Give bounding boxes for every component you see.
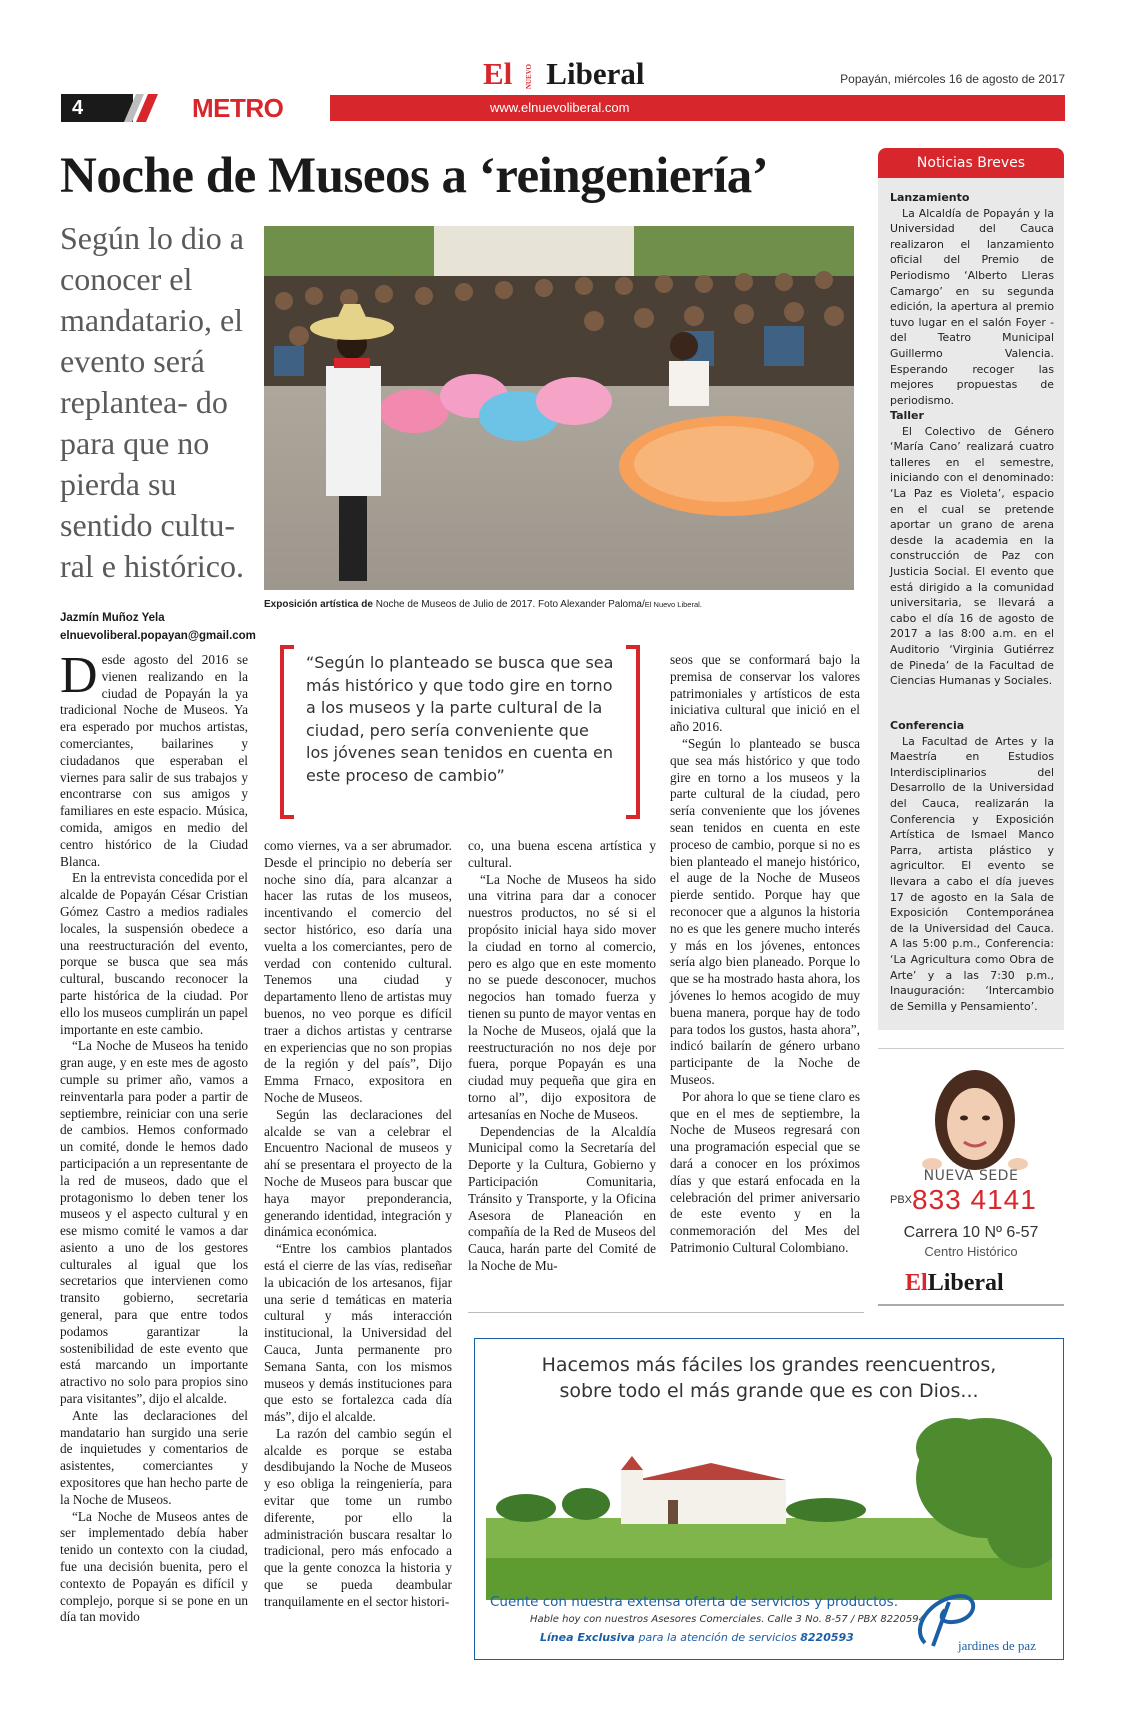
paragraph: Según las declaraciones del alcalde se van a celebrar el Encuentro Nacional de museos y ahí se presentara el proyecto de la Noche de Museos para buscar que haya mayor preponderancia, generando identidad, integración y dinámica económica.: [264, 1106, 452, 1240]
chapel-landscape-image: [486, 1408, 1052, 1600]
news-briefs-title: Noticias Breves: [916, 155, 1026, 171]
ad-divider-top: [878, 1048, 1064, 1049]
photo-caption: Exposición artística de Noche de Museos de Julio de 2017. Foto Alexander Paloma/El Nuevo Liberal.: [264, 599, 702, 610]
pbx-label: PBX: [890, 1194, 913, 1206]
phone-number: 833 4141: [912, 1184, 1037, 1215]
headline: Noche de Museos a ‘reingeniería’: [60, 148, 769, 204]
paragraph: “Según lo planteado se busca que sea más histórico y que todo gire en torno a los museos y la parte cultural de la ciudad, pero sería conveniente que los jóvenes sean tenidos en cuenta en este proceso de cambio, porque si no es bien planteado el manejo histórico, el auge de la Noche de Museos pierde sentido. Porque hay que reconocer que a algunos la historia no es que les genere mucho interés y más en los jóvenes, entonces sería algo bien planeado. Porque lo que se ha mostrado hasta ahora, los jóvenes lo hemos acogido de muy buena manera, porque hay de todo para todos los gustos, hasta ahora”, indicó bailarín de género urbano participante de la Noche de Museos.: [670, 735, 860, 1087]
page-number: 4: [72, 97, 84, 119]
column-divider-bottom: [468, 1312, 864, 1313]
paragraph: seos que se conformará bajo la premisa de conservar los valores patrimoniales y artísticos de esta iniciativa cultural que inició en el año 2016.: [670, 652, 860, 735]
paragraph: En la entrevista concedida por el alcalde de Popayán César Cristian Gómez Castro a medios radiales locales, la suspensión obedece a una reestructuración del evento, porque se busca que sea más cultural, buscando reconocer la parte histórica de la ciudad. Por ello los museos cumplirán un papel importante en este cambio.: [60, 870, 248, 1037]
paragraph: La razón del cambio según el alcalde es porque se estaba desdibujando la Noche de Museos y eso obliga la reingeniería, para evitar que tome un rumbo diferente, por ello la administración buscara resaltar lo tradicional, pero más enfocado a que la gente conozca la historia y que se pueda deambular tranquilamente en el sector histori-: [264, 1425, 452, 1609]
brief-item: [890, 190, 1054, 408]
brief-item: [890, 408, 1054, 689]
logo-el: El: [483, 56, 513, 91]
paragraph: Ante las declaraciones del mandatario han surgido una serie de inquietudes y comentarios de asistentes, comerciantes y expositores que han hecho parte de la Noche de Museos.: [60, 1407, 248, 1507]
dateline: Popayán, miércoles 16 de agosto de 2017: [840, 72, 1065, 86]
brief-heading: Conferencia: [890, 719, 965, 732]
masthead-logo: [483, 58, 644, 90]
woman-face-image: [920, 1068, 1030, 1170]
author-email[interactable]: elnuevoliberal.popayan@gmail.com: [60, 630, 256, 642]
jardines-brand-name: jardines de paz: [958, 1638, 1036, 1653]
office-address: Carrera 10 Nº 6-57: [903, 1224, 1039, 1241]
subheadline: Según lo dio a conocer el mandatario, el evento será replantea- do para que no pierda su sentido cultu- ral e histórico.: [60, 220, 244, 584]
paragraph: Desde agosto del 2016 se vienen realizando en la ciudad de Popayán la ya tradicional Noche de Museos. Ya era esperado por muchos artistas, comerciantes, bailarines y ciudadanos que esperaban el viernes para salir de sus trabajos y encontrarse con sus amigos y familiares en este espacio. Música, comida, amigos en medio del centro histórico de la Ciudad Blanca.: [60, 647, 248, 869]
ad-headline-line2: sobre todo el más grande que es con Dios...: [559, 1380, 979, 1402]
ad-exclusive-line: Línea Exclusiva para la atención de servicios 8220593: [540, 1631, 854, 1644]
brief-heading: Lanzamiento: [890, 191, 970, 204]
paragraph: “La Noche de Museos ha sido una vitrina para dar a conocer nuestros productos, no sé si el propósito inicial haya sido mover la ciudad en torno al comercio, pero es algo que en este momento no se puede desconocer, muchos negocios han tomado fuerza y tienen su punto de mayor ventas en la Noche de Museos, ojalá que la reestructuración no nos deje por fuera, porque Popayán es una ciudad muy pequeña que gira en torno al”, dijo expositora de artesanías en Noche de Museos.: [468, 871, 656, 1122]
article-column-3: [468, 838, 656, 1275]
logo-liberal: Liberal: [546, 56, 645, 91]
header-red-bar: [330, 95, 1065, 121]
article-column-1: [60, 647, 248, 1626]
paragraph: “La Noche de Museos ha tenido gran auge, y en este mes de agosto cumple su primer año, vamos a reinventarla para poder a partir de septiembre, reiniciar con una serie de cambios. Hemos conformado un comité, donde le hemos dado participación a un representante de la red de museos, dado que el protagonismo lo deben tener los museos y el aspecto cultural y en ese mismo comité le vamos a dar asiento a uno de los gestores culturales al igual que los secretarios que intervienen como transito gobierno, secretaria general, para que entre todos podamos garantizar la sostenibilidad de este evento que está marcando un importante atractivo no solo para propios sino para visitantes”, dijo el alcalde.: [60, 1038, 248, 1407]
brief-text: La Facultad de Artes y la Maestría en Estudios Interdisciplinarios del Desarrollo de la Universidad del Cauca, realizarán la Conferencia y Exposición Artística de Ismael Manco Parra, artista plástico y agricultor. El evento se llevara a cabo el día jueves 17 de agosto en la Sala de Exposición Contemporánea de la Universidad del Cauca. A las 5:00 p.m., Conferencia: ‘La Agricultura como Obra de Arte’ y a las 7:30 p.m., Inauguración: ‘Intercambio de Semilla y Pensamiento’.: [890, 734, 1054, 1013]
paragraph: como viernes, va a ser abrumador. Desde el principio no debería ser noche sino día, para alcanzar a hacer las rutas de los museos, incentivando el comercio del sector histórico, eso daría una vuelta a los comerciantes, pero de verdad con contenido cultural. Tenemos una ciudad y departamento lleno de artistas muy buenos, no veo porque es difícil traer a dichos artistas y centrarse en experiencias que no son propias de la región y del país”, Dijo Emma Frnaco, expositora en Noche de Museos.: [264, 838, 452, 1105]
paragraph: Dependencias de la Alcaldía Municipal como la Secretaría del Deporte y la Cultura, Gobierno y Participación Comunitaria, Tránsito y Transporte, y la Oficina Asesora de Planeación en compañía de la Red de Museos del Cauca, harán parte del Comité de la Noche de Mu-: [468, 1123, 656, 1273]
dance-photo: [264, 226, 854, 590]
site-url[interactable]: www.elnuevoliberal.com: [490, 100, 630, 115]
author-name: Jazmín Muñoz Yela: [60, 612, 165, 624]
ad-divider-bottom: [878, 1304, 1064, 1306]
section-slashes-decoration: [118, 94, 164, 122]
brief-text: La Alcaldía de Popayán y la Universidad del Cauca realizaron el lanzamiento oficial del Premio de Periodismo ‘Alberto Lleras Camargo’ en su segunda edición, la apertura al premio tuvo lugar en el salón Foyer - del Teatro Municipal Guillermo Valencia. Esperando recoger las mejores propuestas de periodismo.: [890, 206, 1054, 407]
new-office-label: NUEVA SEDE: [923, 1168, 1019, 1184]
article-column-4: [670, 652, 860, 1257]
ad-logo: ElLiberal: [905, 1270, 1004, 1296]
drop-cap: D: [60, 647, 98, 704]
brief-heading: Taller: [890, 409, 924, 422]
brief-item: [890, 718, 1054, 1014]
ad-offer-text: Cuente con nuestra extensa oferta de servicios y productos.: [490, 1594, 898, 1610]
brief-text: El Colectivo de Género ‘María Cano’ realizará cuatro talleres en el semestre, iniciando con el denominado: ‘La Paz es Violeta’, espacio en el cual se pretende aportar un grano de arena desde la academia en la construcción de Paz con Justicia Social. El evento que está dirigido a la comunidad universitaria, se llevará a cabo el día 16 de agosto de 2017 a las 8:00 a.m. en el Auditorio ‘Virginia Gutiérrez de Pineda’ de la Facultad de Ciencias Humanas y Sociales.: [890, 424, 1054, 688]
logo-nuevo: NUEVO: [525, 64, 534, 90]
paragraph: co, una buena escena artística y cultural.: [468, 838, 656, 870]
paragraph: “Entre los cambios plantados está el cierre de las vías, rediseñar la ubicación de los artesanos, fijar una serie d temáticas en materia cultural y más interacción institucional, la Universidad del Cauca, Junta permanente pro Semana Santa, con los mismos museos y demás instituciones para que esto se fortalezca cada día más”, dijo el alcalde.: [264, 1241, 452, 1425]
pull-quote: “Según lo planteado se busca que sea más histórico y que todo gire en torno a los museos y la parte cultural de la ciudad, pero sería conveniente que los jóvenes sean tenidos en cuenta en este proceso de cambio”: [306, 653, 614, 785]
paragraph: “La Noche de Museos antes de ser implementado debía haber tenido un contexto con la ciudad, fue una decisión buenita, pero el contexto de Popayán es difícil y complejo, porque si se pone en un día tan movido: [60, 1508, 248, 1625]
article-column-2: [264, 838, 452, 1611]
paragraph: Por ahora lo que se tiene claro es que en el mes de septiembre, la Noche de Museos regresará con una programación especial que se dará a conocer en los próximos días y que estará enfocada en la celebración del primer aniversario de este evento y en la conmemoración del Mes del Patrimonio Cultural Colombiano.: [670, 1088, 860, 1255]
section-name: METRO: [192, 93, 284, 123]
ad-contact-text: Hable hoy con nuestros Asesores Comerciales. Calle 3 No. 8-57 / PBX 8220594: [530, 1614, 925, 1625]
ad-headline-line1: Hacemos más fáciles los grandes reencuentros,: [541, 1354, 997, 1376]
office-district: Centro Histórico: [924, 1244, 1018, 1259]
